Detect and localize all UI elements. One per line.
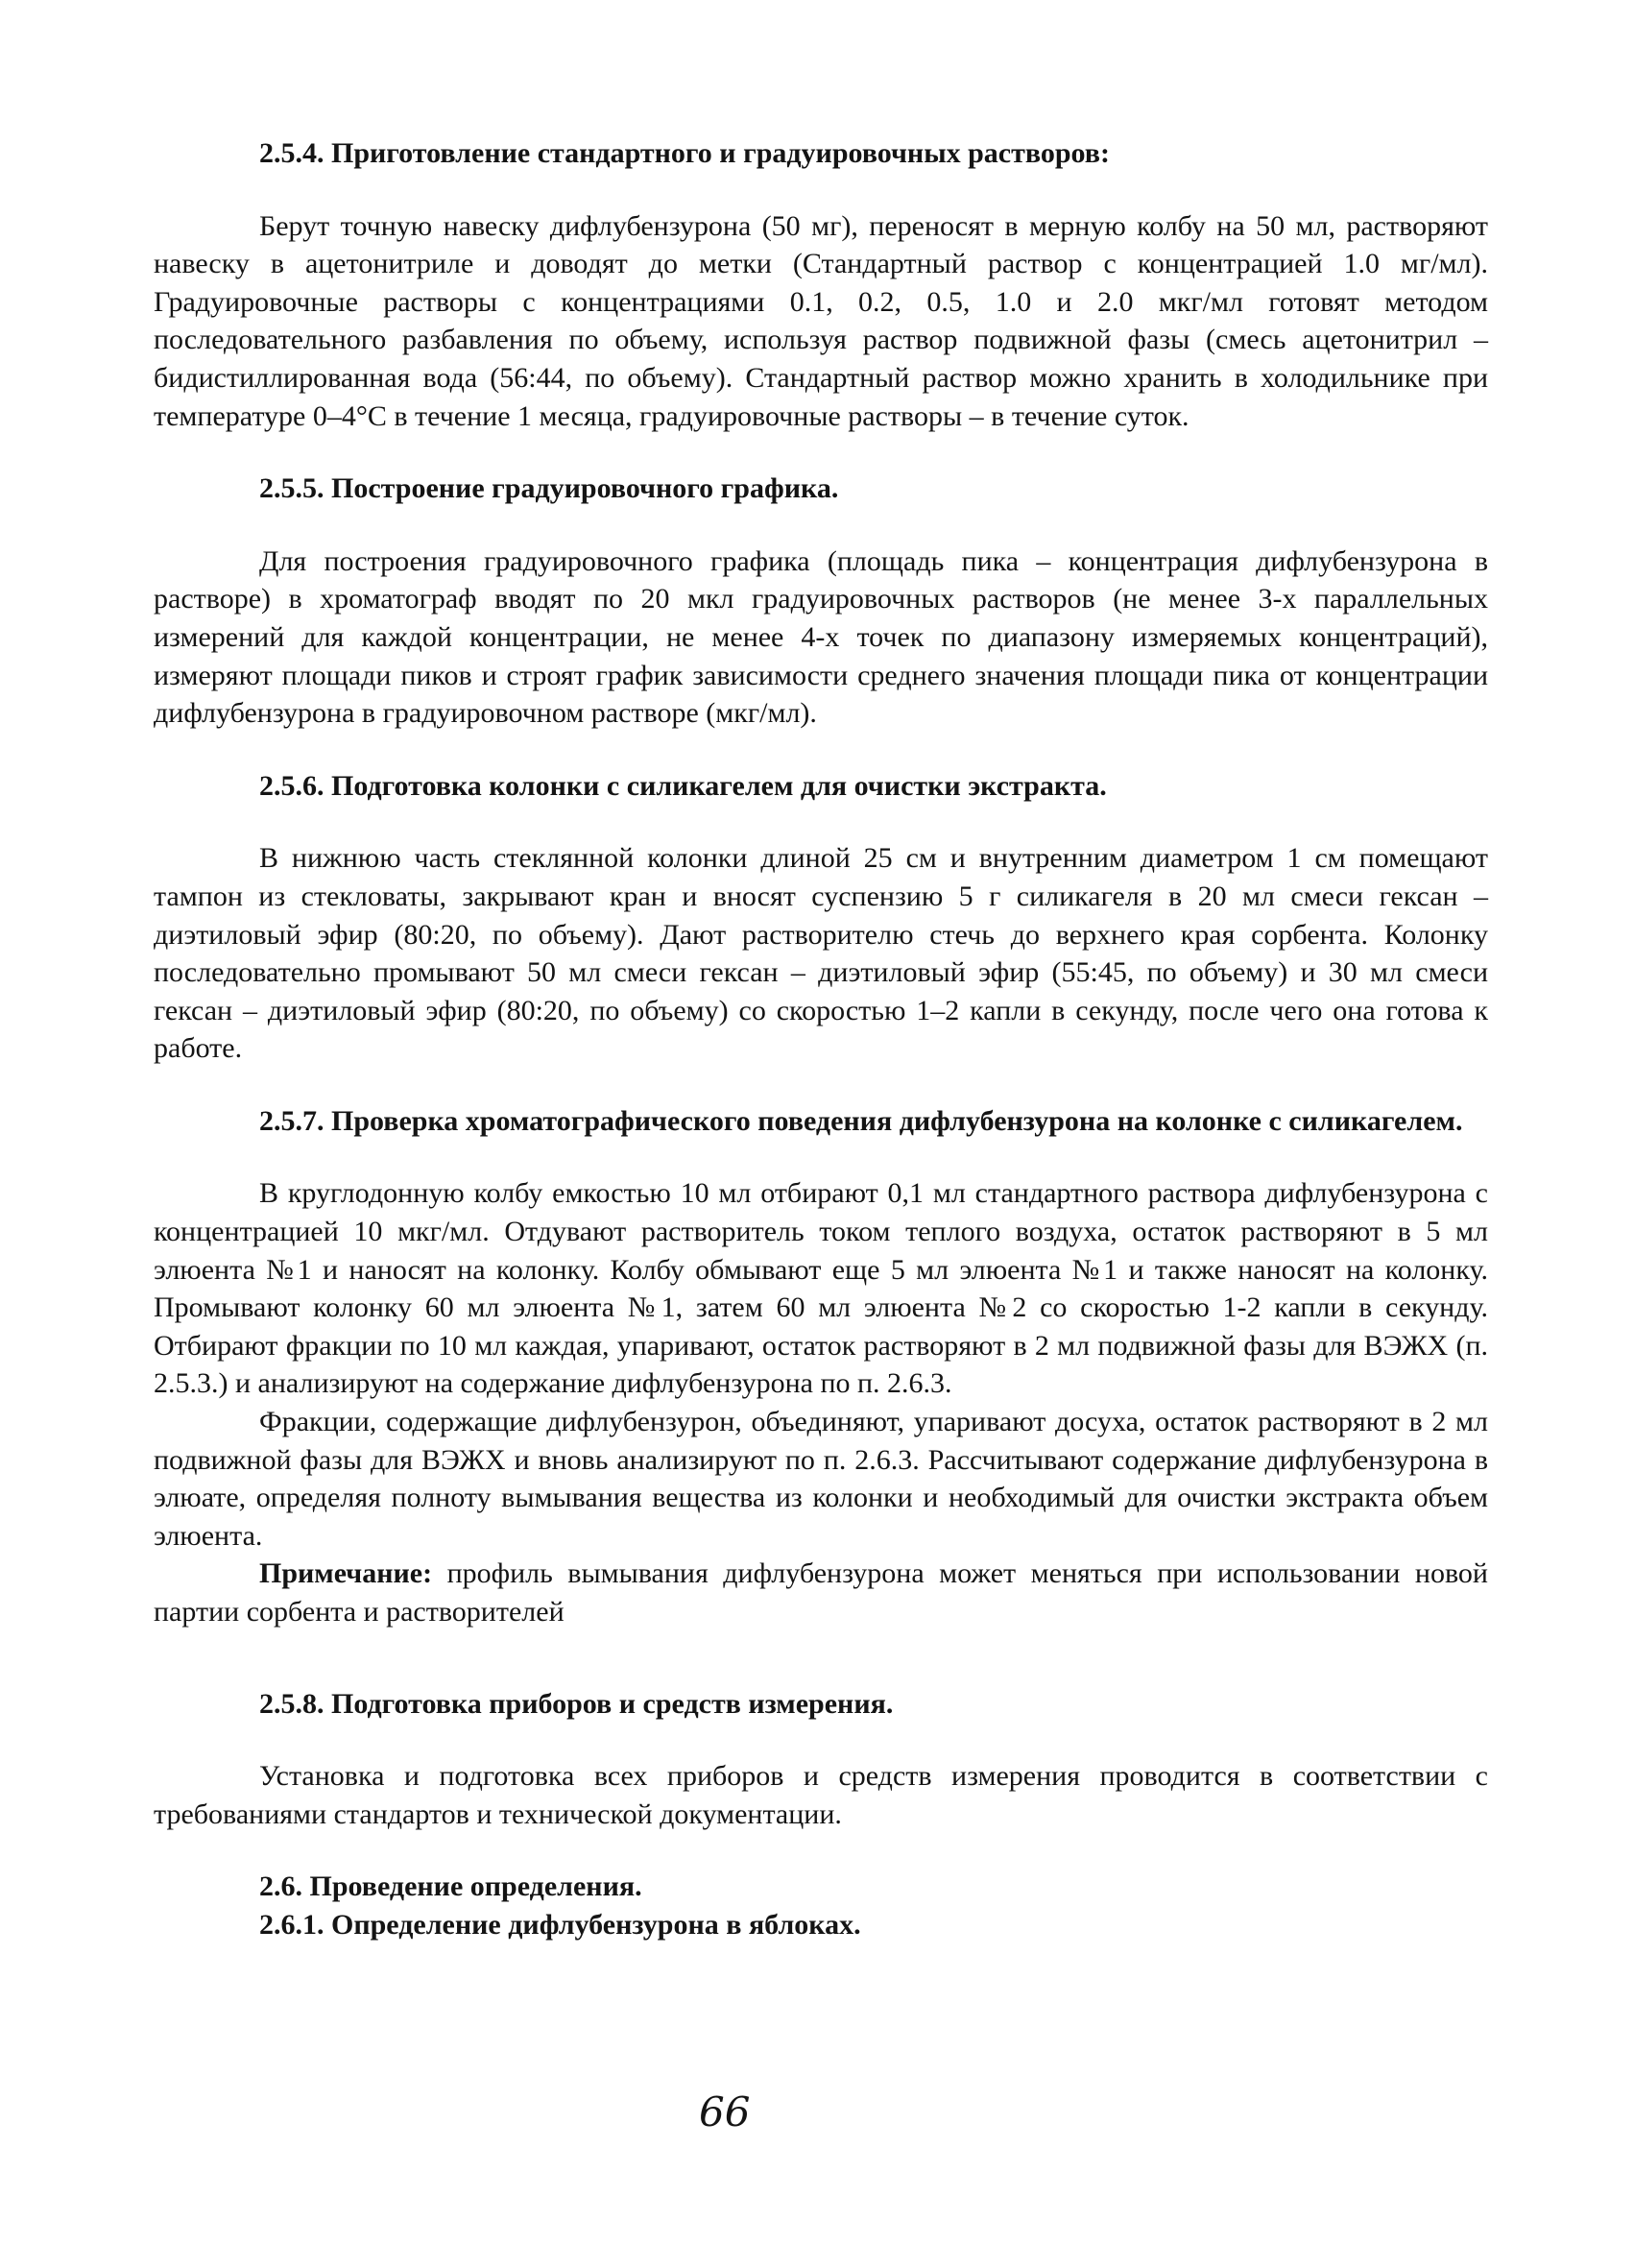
note-label: Примечание:: [259, 1557, 433, 1590]
section-2-5-5-paragraph: Для построения градуировочного графика (площадь пика – концентрация дифлубензурона в растворе) в хроматограф вводят по 20 мкл градуировочных растворов (не менее 3-х параллельных измерений для каждой концентрации, не менее 4-х точек по диапазону измеряемых концентраций), измеряют площади пиков и строят график зависимости среднего значения площади пика от концентрации дифлубензурона в градуировочном растворе (мкг/мл).: [154, 544, 1488, 730]
section-2-5-7-note: [154, 1555, 1488, 1630]
section-2-5-4-heading: 2.5.4. Приготовление стандартного и градуировочных растворов:: [259, 137, 1110, 169]
section-2-5-5-heading: 2.5.5. Построение градуировочного графика.: [259, 472, 839, 505]
section-2-5-4-paragraph: Берут точную навеску дифлубензурона (50 мг), переносят в мерную колбу на 50 мл, растворяют навеску в ацетонитриле и доводят до метки (Стандартный раствор с концентрацией 1.0 мг/мл). Градуировочные растворы с концентрациями 0.1, 0.2, 0.5, 1.0 и 2.0 мкг/мл готовят методом последовательного разбавления по объему, используя раствор подвижной фазы (смесь ацетонитрил – бидистиллированная вода (56:44, по объему). Стандартный раствор можно хранить в холодильнике при температуре 0–4°С в течение 1 месяца, градуировочные растворы – в течение суток.: [154, 209, 1488, 432]
section-2-6-1-heading: 2.6.1. Определение дифлубензурона в яблоках.: [259, 1908, 861, 1941]
section-2-5-8-heading: 2.5.8. Подготовка приборов и средств измерения.: [259, 1687, 894, 1720]
section-2-5-7-paragraph-1: В круглодонную колбу емкостью 10 мл отбирают 0,1 мл стандартного раствора дифлубензурона с концентрацией 10 мкг/мл. Отдувают растворитель током теплого воздуха, остаток растворяют в 5 мл элюента №1 и наносят на колонку. Колбу обмывают еще 5 мл элюента №1 и также наносят на колонку. Промывают колонку 60 мл элюента №1, затем 60 мл элюента №2 со скоростью 1-2 капли в секунду. Отбирают фракции по 10 мл каждая, упаривают, остаток растворяют в 2 мл подвижной фазы для ВЭЖХ (п. 2.5.3.) и анализируют на содержание дифлубензурона по п. 2.6.3.: [154, 1177, 1488, 1400]
section-2-5-7-paragraph-2: Фракции, содержащие дифлубензурон, объединяют, упаривают досуха, остаток растворяют в 2 мл подвижной фазы для ВЭЖХ и вновь анализируют по п. 2.6.3. Рассчитывают содержание дифлубензурона в элюате, определяя полноту вымывания вещества из колонки и необходимый для очистки экстракта объем элюента.: [154, 1406, 1488, 1552]
section-2-6-heading: 2.6. Проведение определения.: [259, 1870, 642, 1903]
section-2-5-6-paragraph: В нижнюю часть стеклянной колонки длиной 25 см и внутренним диаметром 1 см помещают тампон из стекловаты, закрывают кран и вносят суспензию 5 г силикагеля в 20 мл смеси гексан – диэтиловый эфир (80:20, по объему). Дают растворителю стечь до верхнего края сорбента. Колонку последовательно промывают 50 мл смеси гексан – диэтиловый эфир (55:45, по объему) и 30 мл смеси гексан – диэтиловый эфир (80:20, по объему) со скоростью 1–2 капли в секунду, после чего она готова к работе.: [154, 842, 1488, 1065]
page-number: 66: [699, 2088, 751, 2135]
page-content: [154, 134, 1488, 1944]
section-2-5-6-heading: 2.5.6. Подготовка колонки с силикагелем для очистки экстракта.: [259, 769, 1107, 802]
note-text: профиль вымывания дифлубензурона может меняться при использовании новой партии сорбента и растворителей: [154, 1557, 1488, 1628]
section-2-5-8-paragraph: Установка и подготовка всех приборов и средств измерения проводится в соответствии с требованиями стандартов и технической документации.: [154, 1760, 1488, 1830]
section-2-5-7-heading: 2.5.7. Проверка хроматографического поведения дифлубензурона на колонке с силикагелем.: [259, 1104, 1463, 1137]
